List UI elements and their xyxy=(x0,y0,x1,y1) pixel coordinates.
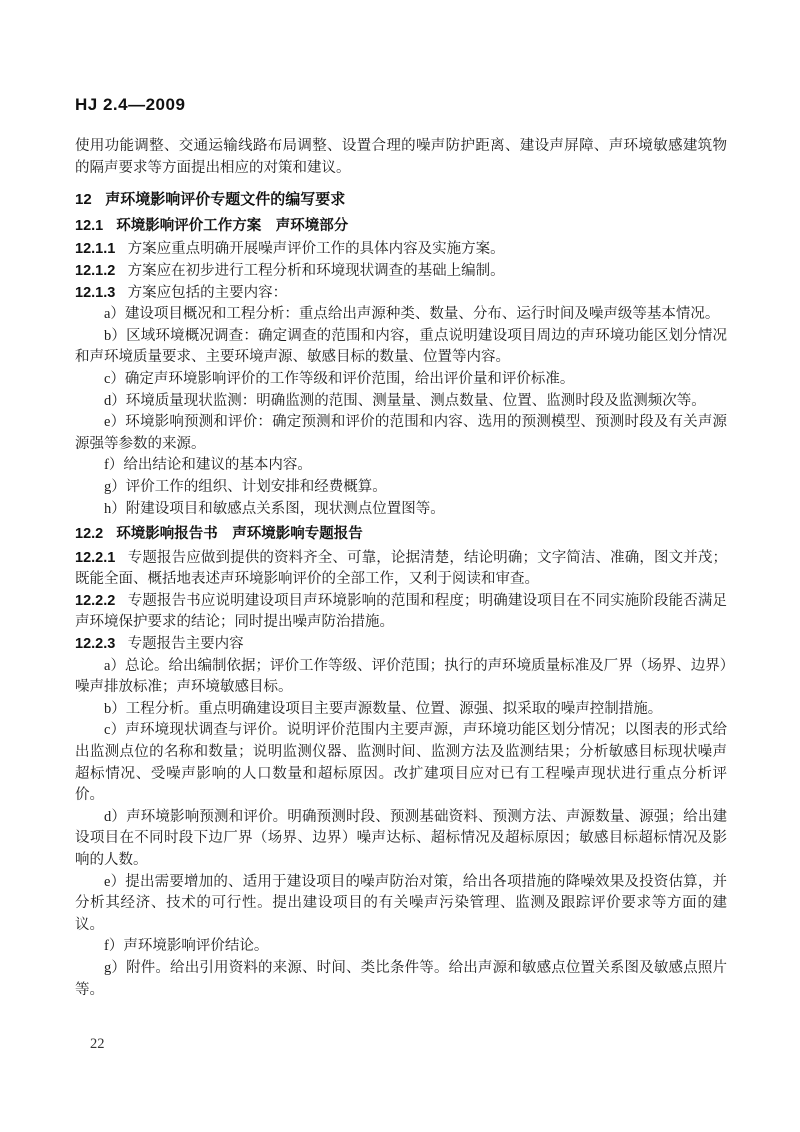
clause-text: 方案应在初步进行工程分析和环境现状调查的基础上编制。 xyxy=(127,262,505,279)
clause-number: 12.2.1 xyxy=(75,549,116,566)
clause-paragraph xyxy=(75,591,727,634)
clause-number: 12.2.2 xyxy=(75,592,116,609)
clause-paragraph xyxy=(75,634,727,656)
list-item: g）评价工作的组织、计划安排和经费概算。 xyxy=(104,478,387,495)
clause-paragraph xyxy=(75,261,727,283)
list-item: c）确定声环境影响评价的工作等级和评价范围，给出评价量和评价标准。 xyxy=(104,370,575,387)
subsection-heading xyxy=(75,524,727,546)
list-item: f）声环境影响评价结论。 xyxy=(104,938,269,955)
clause-number: 12.1.2 xyxy=(75,262,116,279)
list-item: e）提出需要增加的、适用于建设项目的噪声防治对策，给出各项措施的降噪效果及投资估算，并分析其经济、技术的可行性。提出建设项目的有关噪声污染管理、监测及跟踪评价要求等方面的建议。 xyxy=(75,873,727,933)
heading-number: 12.1 xyxy=(75,217,104,234)
heading-title: 环境影响报告书 声环境影响专题报告 xyxy=(116,526,363,543)
clause-number: 12.1.1 xyxy=(75,241,116,258)
list-item: c）声环境现状调查与评价。说明评价范围内主要声源，声环境功能区划分情况；以图表的形式给出监测点位的名称和数量；说明监测仪器、监测时间、监测方法及监测结果；分析敏感目标现状噪声超标情况、受噪声影响的人口数量和超标原因。改扩建项目应对已有工程噪声现状进行重点分析评价。 xyxy=(75,722,727,804)
subsection-heading xyxy=(75,216,727,238)
clause-paragraph xyxy=(75,283,727,305)
list-item: d）声环境影响预测和评价。明确预测时段、预测基础资料、预测方法、声源数量、源强；给出建设项目在不同时段下边厂界（场界、边界）噪声达标、超标情况及超标原因；敏感目标超标情况及影响的人数。 xyxy=(75,808,727,868)
heading-number: 12.2 xyxy=(75,526,104,543)
list-item: h）附建设项目和敏感点关系图，现状测点位置图等。 xyxy=(104,500,445,517)
list-item: d）环境质量现状监测：明确监测的范围、测量量、测点数量、位置、监测时段及监测频次等。 xyxy=(104,392,706,409)
clause-text: 方案应重点明确开展噪声评价工作的具体内容及实施方案。 xyxy=(127,241,505,258)
clause-text: 专题报告应做到提供的资料齐全、可靠，论据清楚，结论明确；文字简洁、准确，图文并茂；既能全面、概括地表述声环境影响评价的全部工作，又利于阅读和审查。 xyxy=(75,549,727,588)
document-body xyxy=(75,136,727,1001)
clause-text: 专题报告书应说明建设项目声环境影响的范围和程度；明确建设项目在不同实施阶段能否满足声环境保护要求的结论；同时提出噪声防治措施。 xyxy=(75,592,727,631)
clause-number: 12.2.3 xyxy=(75,636,116,653)
list-item: a）建设项目概况和工程分析：重点给出声源种类、数量、分布、运行时间及噪声级等基本情况。 xyxy=(104,306,720,323)
clause-text: 方案应包括的主要内容： xyxy=(127,284,288,301)
list-item: b）工程分析。重点明确建设项目主要声源数量、位置、源强、拟采取的噪声控制措施。 xyxy=(104,700,663,717)
standard-code-header: HJ 2.4—2009 xyxy=(75,95,186,114)
clause-text: 专题报告主要内容 xyxy=(127,636,244,653)
list-item: b）区域环境概况调查：确定调查的范围和内容，重点说明建设项目周边的声环境功能区划分情况和声环境质量要求、主要环境声源、敏感目标的数量、位置等内容。 xyxy=(75,327,727,366)
clause-paragraph xyxy=(75,239,727,261)
list-item: g）附件。给出引用资料的来源、时间、类比条件等。给出声源和敏感点位置关系图及敏感点照片等。 xyxy=(75,959,727,998)
list-item: f）给出结论和建议的基本内容。 xyxy=(104,457,312,474)
clause-number: 12.1.3 xyxy=(75,284,116,301)
section-heading xyxy=(75,189,727,211)
heading-title: 环境影响评价工作方案 声环境部分 xyxy=(116,217,349,234)
clause-paragraph xyxy=(75,548,727,591)
list-item: e）环境影响预测和评价：确定预测和评价的范围和内容、选用的预测模型、预测时段及有关声源源强等参数的来源。 xyxy=(75,414,727,452)
page-number: 22 xyxy=(90,1036,105,1052)
heading-number: 12 xyxy=(75,191,92,209)
list-item: a）总论。给出编制依据；评价工作等级、评价范围；执行的声环境质量标准及厂界（场界、边界）噪声排放标准；声环境敏感目标。 xyxy=(75,657,727,696)
heading-title: 声环境影响评价专题文件的编写要求 xyxy=(105,191,346,209)
paragraph: 使用功能调整、交通运输线路布局调整、设置合理的噪声防护距离、建设声屏障、声环境敏感建筑物的隔声要求等方面提出相应的对策和建议。 xyxy=(75,138,727,176)
